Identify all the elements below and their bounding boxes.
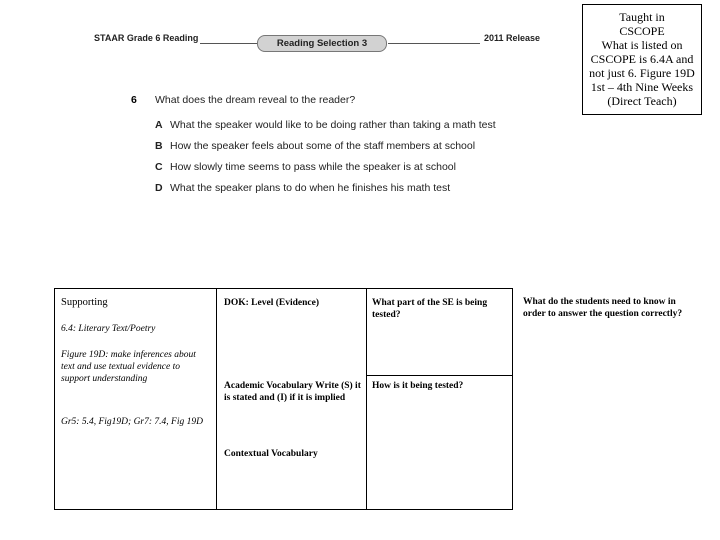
option-text: How slowly time seems to pass while the speaker is at school <box>170 161 456 173</box>
note-line: (Direct Teach) <box>607 94 677 108</box>
se-tested-prompt: What part of the SE is being tested? <box>372 298 488 320</box>
release-label: 2011 Release <box>484 33 541 43</box>
option-text: How the speaker feels about some of the staff members at school <box>170 140 476 152</box>
header-rule-right <box>388 43 480 44</box>
row-divider <box>366 375 512 376</box>
question-number: 6 <box>131 94 137 106</box>
note-line: What is listed on <box>601 38 683 52</box>
answer-option-c <box>155 161 456 173</box>
academic-vocabulary: Academic Vocabulary Write (S) it is stated and (I) if it is implied <box>224 381 361 403</box>
column-divider <box>216 289 217 509</box>
figure-19d: Figure 19D: make inferences about text and use textual evidence to support understanding <box>61 350 196 384</box>
option-letter: A <box>155 119 163 131</box>
option-letter: C <box>155 161 163 173</box>
how-tested-prompt: How is it being tested? <box>372 381 464 391</box>
option-letter: B <box>155 140 163 152</box>
option-letter: D <box>155 182 163 194</box>
answer-option-a <box>155 119 496 131</box>
student-expectation: 6.4: Literary Text/Poetry <box>61 324 156 334</box>
analysis-table <box>54 288 513 510</box>
question-text: What does the dream reveal to the reader? <box>155 94 356 106</box>
contextual-vocabulary: Contextual Vocabulary <box>224 449 318 459</box>
standard-type: Supporting <box>61 297 108 308</box>
column-divider <box>366 289 367 509</box>
answer-option-d <box>155 182 450 194</box>
test-title: STAAR Grade 6 Reading <box>94 33 199 43</box>
option-text: What the speaker would like to be doing rather than taking a math test <box>170 119 496 131</box>
header-rule-left <box>200 43 257 44</box>
selection-label: Reading Selection 3 <box>257 35 387 52</box>
note-line: CSCOPE is 6.4A and <box>590 52 694 66</box>
note-line: Taught in <box>619 10 665 24</box>
option-text: What the speaker plans to do when he finishes his math test <box>170 182 451 194</box>
note-line: CSCOPE <box>619 24 665 38</box>
student-knowledge-prompt: What do the students need to know in order to answer the question correctly? <box>523 297 683 319</box>
answer-option-b <box>155 140 475 152</box>
note-line: 1st – 4th Nine Weeks <box>590 80 694 94</box>
vertical-alignment: Gr5: 5.4, Fig19D; Gr7: 7.4, Fig 19D <box>61 417 203 427</box>
dok-level: DOK: Level (Evidence) <box>224 298 319 308</box>
note-line: not just 6. Figure 19D <box>589 66 695 80</box>
cscope-note <box>582 4 702 115</box>
